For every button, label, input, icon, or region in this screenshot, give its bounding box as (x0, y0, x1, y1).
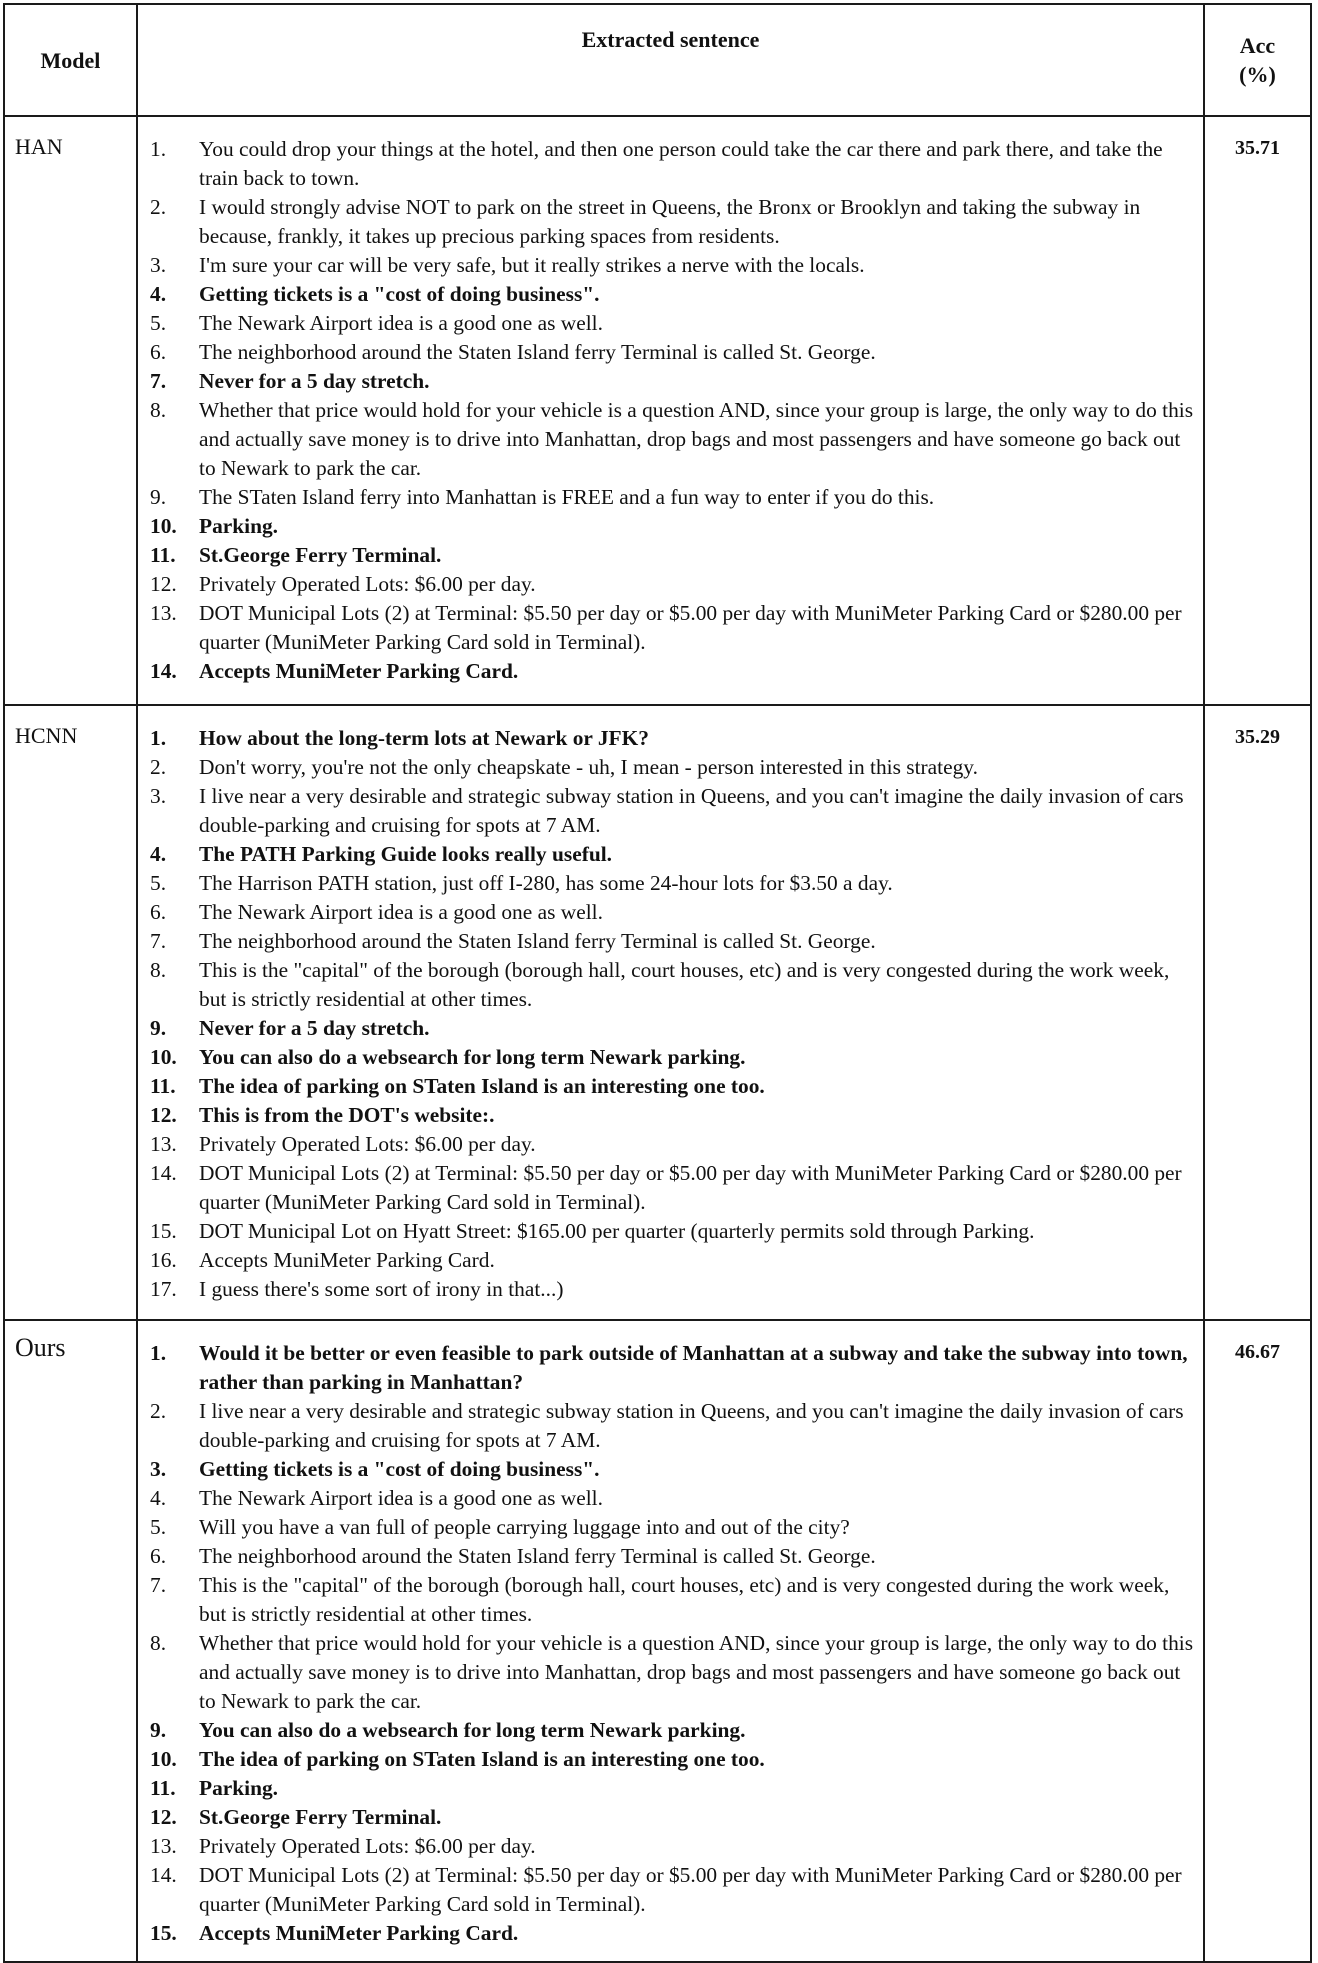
sentence-text: I guess there's some sort of irony in that...) (199, 1277, 564, 1301)
sentence-number: 5. (150, 311, 167, 335)
table-row-han (4, 116, 1311, 705)
sentence-item (150, 956, 1195, 1014)
sentence-number: 11. (150, 543, 176, 567)
sentence-number: 4. (150, 282, 167, 306)
sentence-list (150, 724, 1195, 1304)
sentence-item (150, 135, 1195, 193)
sentence-item (150, 483, 1195, 512)
sentence-text: Parking. (199, 514, 279, 538)
sentence-item (150, 338, 1195, 367)
sentence-number: 8. (150, 1631, 167, 1655)
sentence-item (150, 396, 1195, 483)
accuracy-cell: 35.71 (1204, 116, 1311, 705)
accuracy-cell: 35.29 (1204, 705, 1311, 1320)
sentence-item (150, 512, 1195, 541)
sentence-number: 10. (150, 514, 177, 538)
sentence-item (150, 1919, 1195, 1948)
sentence-number: 8. (150, 398, 167, 422)
sentence-text: The neighborhood around the Staten Island ferry Terminal is called St. George. (199, 1544, 876, 1568)
sentence-text: Accepts MuniMeter Parking Card. (199, 1248, 495, 1272)
sentence-item (150, 724, 1195, 753)
header-accuracy-line2: (%) (1239, 62, 1276, 87)
table-row-hcnn (4, 705, 1311, 1320)
sentence-number: 1. (150, 1341, 167, 1365)
sentence-item (150, 367, 1195, 396)
sentence-item (150, 251, 1195, 280)
sentence-item (150, 309, 1195, 338)
sentence-number: 7. (150, 369, 167, 393)
sentence-item (150, 1217, 1195, 1246)
sentence-item (150, 840, 1195, 869)
sentence-item (150, 1397, 1195, 1455)
sentence-text: Whether that price would hold for your vehicle is a question AND, since your group is large, the only way to do this and actually save money is to drive into Manhattan, drop bags and most passengers and have someone go back out to Newark to park the car. (199, 1631, 1194, 1713)
sentence-item (150, 1246, 1195, 1275)
sentence-text: I live near a very desirable and strategic subway station in Queens, and you can't imagine the daily invasion of cars double-parking and cruising for spots at 7 AM. (199, 1399, 1184, 1452)
sentence-number: 7. (150, 929, 167, 953)
sentence-number: 6. (150, 340, 167, 364)
sentence-text: St.George Ferry Terminal. (199, 543, 442, 567)
sentence-number: 10. (150, 1045, 177, 1069)
sentence-item (150, 1014, 1195, 1043)
sentence-text: You could drop your things at the hotel, and then one person could take the car there and park there, and take the train back to town. (199, 137, 1163, 190)
sentence-text: The neighborhood around the Staten Island ferry Terminal is called St. George. (199, 340, 876, 364)
sentence-number: 5. (150, 1515, 167, 1539)
sentence-item (150, 1716, 1195, 1745)
sentence-text: St.George Ferry Terminal. (199, 1805, 442, 1829)
sentence-number: 14. (150, 659, 177, 683)
sentence-text: The Harrison PATH station, just off I-280, has some 24-hour lots for $3.50 a day. (199, 871, 893, 895)
sentence-number: 7. (150, 1573, 167, 1597)
sentence-text: DOT Municipal Lot on Hyatt Street: $165.00 per quarter (quarterly permits sold through Parking. (199, 1219, 1035, 1243)
sentence-item (150, 599, 1195, 657)
sentence-item (150, 570, 1195, 599)
sentence-number: 15. (150, 1219, 177, 1243)
sentence-number: 1. (150, 137, 167, 161)
sentence-list (150, 1339, 1195, 1948)
sentence-text: Getting tickets is a "cost of doing business". (199, 1457, 600, 1481)
sentence-text: DOT Municipal Lots (2) at Terminal: $5.50 per day or $5.00 per day with MuniMeter Parking Card or $280.00 per quarter (MuniMeter Parking Card sold in Terminal). (199, 601, 1182, 654)
sentence-text: Would it be better or even feasible to park outside of Manhattan at a subway and take the subway into town, rather than parking in Manhattan? (199, 1341, 1188, 1394)
model-name-cell: HAN (4, 116, 137, 705)
header-extracted-sentence: Extracted sentence (137, 4, 1204, 116)
sentence-number: 2. (150, 195, 167, 219)
sentence-number: 14. (150, 1863, 177, 1887)
sentence-number: 6. (150, 1544, 167, 1568)
sentence-text: This is from the DOT's website:. (199, 1103, 495, 1127)
sentence-item (150, 753, 1195, 782)
table-row-ours (4, 1320, 1311, 1962)
sentences-cell (137, 1320, 1204, 1962)
sentence-item (150, 1542, 1195, 1571)
sentence-item (150, 1774, 1195, 1803)
sentence-text: Privately Operated Lots: $6.00 per day. (199, 1132, 536, 1156)
sentence-item (150, 1130, 1195, 1159)
sentence-number: 11. (150, 1074, 176, 1098)
sentence-item (150, 1513, 1195, 1542)
sentence-text: The STaten Island ferry into Manhattan is FREE and a fun way to enter if you do this. (199, 485, 935, 509)
sentence-number: 3. (150, 253, 167, 277)
sentence-text: DOT Municipal Lots (2) at Terminal: $5.50 per day or $5.00 per day with MuniMeter Parking Card or $280.00 per quarter (MuniMeter Parking Card sold in Terminal). (199, 1863, 1182, 1916)
sentence-item (150, 541, 1195, 570)
sentence-item (150, 1339, 1195, 1397)
sentence-number: 11. (150, 1776, 176, 1800)
sentence-number: 12. (150, 572, 177, 596)
sentence-number: 15. (150, 1921, 177, 1945)
header-accuracy-line1: Acc (1239, 33, 1276, 58)
sentence-text: I live near a very desirable and strategic subway station in Queens, and you can't imagine the daily invasion of cars double-parking and cruising for spots at 7 AM. (199, 784, 1184, 837)
sentence-text: You can also do a websearch for long term Newark parking. (199, 1045, 746, 1069)
sentence-number: 13. (150, 1834, 177, 1858)
sentence-item (150, 657, 1195, 686)
sentence-text: Getting tickets is a "cost of doing business". (199, 282, 600, 306)
sentence-text: Never for a 5 day stretch. (199, 369, 430, 393)
header-accuracy (1204, 4, 1311, 116)
sentence-item (150, 1745, 1195, 1774)
sentence-item (150, 782, 1195, 840)
sentence-item (150, 193, 1195, 251)
sentence-item (150, 1629, 1195, 1716)
sentence-item (150, 1043, 1195, 1072)
sentence-number: 16. (150, 1248, 177, 1272)
sentence-item (150, 1159, 1195, 1217)
sentence-item (150, 1803, 1195, 1832)
sentence-number: 5. (150, 871, 167, 895)
sentence-text: Accepts MuniMeter Parking Card. (199, 1921, 519, 1945)
sentence-text: The idea of parking on STaten Island is an interesting one too. (199, 1747, 765, 1771)
sentence-number: 3. (150, 1457, 167, 1481)
sentence-number: 9. (150, 1718, 167, 1742)
sentence-number: 9. (150, 485, 167, 509)
header-model: Model (4, 4, 137, 116)
sentence-item (150, 869, 1195, 898)
sentence-number: 17. (150, 1277, 177, 1301)
sentence-number: 14. (150, 1161, 177, 1185)
sentence-text: Never for a 5 day stretch. (199, 1016, 430, 1040)
results-table (3, 3, 1312, 1963)
sentence-number: 12. (150, 1805, 177, 1829)
sentence-item (150, 1101, 1195, 1130)
sentence-text: Parking. (199, 1776, 279, 1800)
sentence-text: You can also do a websearch for long term Newark parking. (199, 1718, 746, 1742)
sentence-text: The PATH Parking Guide looks really useful. (199, 842, 613, 866)
accuracy-cell: 46.67 (1204, 1320, 1311, 1962)
sentence-number: 4. (150, 842, 167, 866)
sentence-number: 12. (150, 1103, 177, 1127)
sentence-text: How about the long-term lots at Newark or JFK? (199, 726, 649, 750)
sentence-item (150, 1072, 1195, 1101)
sentence-text: The neighborhood around the Staten Island ferry Terminal is called St. George. (199, 929, 876, 953)
sentence-item (150, 280, 1195, 309)
sentence-item (150, 1832, 1195, 1861)
model-name-cell: HCNN (4, 705, 137, 1320)
sentences-cell (137, 116, 1204, 705)
results-table-container (3, 3, 1310, 1945)
sentence-item (150, 898, 1195, 927)
sentence-text: The Newark Airport idea is a good one as well. (199, 1486, 603, 1510)
sentence-text: Privately Operated Lots: $6.00 per day. (199, 572, 536, 596)
sentence-item (150, 1861, 1195, 1919)
sentence-text: Will you have a van full of people carrying luggage into and out of the city? (199, 1515, 850, 1539)
sentence-number: 8. (150, 958, 167, 982)
sentence-item (150, 1571, 1195, 1629)
sentence-item (150, 927, 1195, 956)
sentence-text: This is the "capital" of the borough (borough hall, court houses, etc) and is very congested during the work week, but is strictly residential at other times. (199, 1573, 1170, 1626)
sentence-text: I would strongly advise NOT to park on the street in Queens, the Bronx or Brooklyn and taking the subway in because, frankly, it takes up precious parking spaces from residents. (199, 195, 1141, 248)
sentence-item (150, 1455, 1195, 1484)
sentence-text: DOT Municipal Lots (2) at Terminal: $5.50 per day or $5.00 per day with MuniMeter Parking Card or $280.00 per quarter (MuniMeter Parking Card sold in Terminal). (199, 1161, 1182, 1214)
sentences-cell (137, 705, 1204, 1320)
sentence-text: I'm sure your car will be very safe, but it really strikes a nerve with the locals. (199, 253, 865, 277)
sentence-text: Accepts MuniMeter Parking Card. (199, 659, 519, 683)
table-header-row (4, 4, 1311, 116)
sentence-number: 6. (150, 900, 167, 924)
sentence-number: 10. (150, 1747, 177, 1771)
sentence-number: 3. (150, 784, 167, 808)
model-name-cell: Ours (4, 1320, 137, 1962)
sentence-number: 4. (150, 1486, 167, 1510)
sentence-number: 13. (150, 601, 177, 625)
sentence-text: This is the "capital" of the borough (borough hall, court houses, etc) and is very congested during the work week, but is strictly residential at other times. (199, 958, 1170, 1011)
sentence-item (150, 1484, 1195, 1513)
sentence-number: 9. (150, 1016, 167, 1040)
sentence-list (150, 135, 1195, 686)
sentence-number: 2. (150, 755, 167, 779)
sentence-number: 13. (150, 1132, 177, 1156)
sentence-text: Privately Operated Lots: $6.00 per day. (199, 1834, 536, 1858)
sentence-text: The Newark Airport idea is a good one as well. (199, 311, 603, 335)
sentence-text: Don't worry, you're not the only cheapskate - uh, I mean - person interested in this strategy. (199, 755, 978, 779)
sentence-number: 2. (150, 1399, 167, 1423)
sentence-text: The Newark Airport idea is a good one as well. (199, 900, 603, 924)
sentence-text: The idea of parking on STaten Island is an interesting one too. (199, 1074, 765, 1098)
sentence-text: Whether that price would hold for your vehicle is a question AND, since your group is large, the only way to do this and actually save money is to drive into Manhattan, drop bags and most passengers and have someone go back out to Newark to park the car. (199, 398, 1194, 480)
sentence-item (150, 1275, 1195, 1304)
sentence-number: 1. (150, 726, 167, 750)
